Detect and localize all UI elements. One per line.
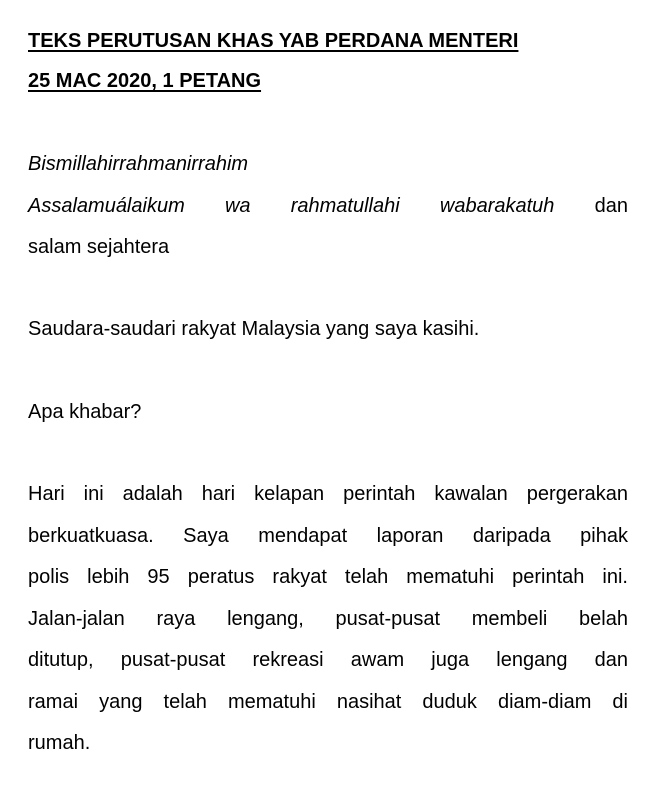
salam-italic-text: Assalamuálaikum wa rahmatullahi wabarakatuh <box>28 195 555 217</box>
address-text: Saudara-saudari rakyat Malaysia yang saya kasihi. <box>28 318 480 340</box>
salam-sejahtera-text: salam sejahtera <box>28 236 170 258</box>
paragraph-line: ditutup, pusat-pusat rekreasi awam juga lengang dan <box>28 649 628 671</box>
paragraph-line: ramai yang telah mematuhi nasihat duduk diam-diam di <box>28 690 628 713</box>
greeting-question: Apa khabar? <box>28 401 142 423</box>
bismillah-text: Bismillahirrahmanirrahim <box>28 153 249 175</box>
salam-line <box>28 195 628 218</box>
document-title: TEKS PERUTUSAN KHAS YAB PERDANA MENTERI <box>28 30 519 52</box>
body-paragraph <box>28 474 628 765</box>
salam-tail-text: dan <box>594 195 628 217</box>
paragraph-line: Jalan-jalan raya lengang, pusat-pusat membeli belah <box>28 607 628 630</box>
paragraph-line: rumah. <box>28 732 91 754</box>
document-date: 25 MAC 2020, 1 PETANG <box>28 70 262 92</box>
paragraph-line: Hari ini adalah hari kelapan perintah kawalan pergerakan <box>28 483 628 505</box>
paragraph-line: berkuatkuasa. Saya mendapat laporan daripada pihak <box>28 524 628 547</box>
paragraph-line: polis lebih 95 peratus rakyat telah mematuhi perintah ini. <box>28 566 628 588</box>
